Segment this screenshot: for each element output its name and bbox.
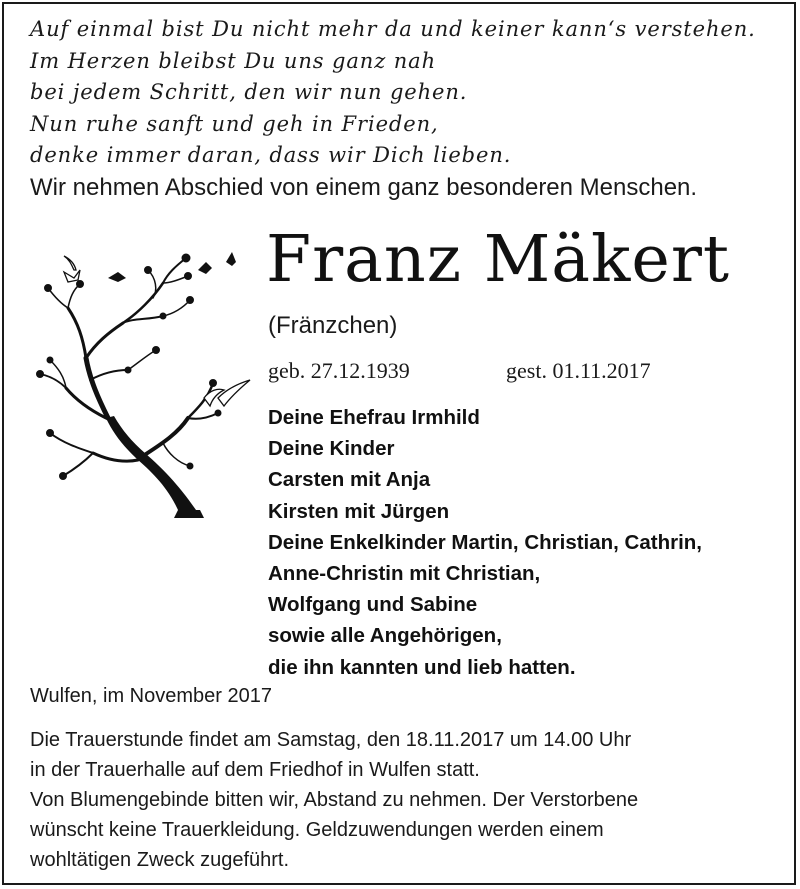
- poem: [30, 14, 790, 172]
- mourner-line: Carsten mit Anja: [268, 468, 431, 492]
- deceased-name: Franz Mäkert: [266, 222, 731, 297]
- mourner-line: Deine Kinder: [268, 437, 395, 461]
- notice-line: Von Blumengebinde bitten wir, Abstand zu nehmen. Der Verstorbene: [30, 789, 639, 811]
- mourner-line: Wolfgang und Sabine: [268, 593, 478, 617]
- death-date: gest. 01.11.2017: [506, 358, 651, 383]
- poem-line: Auf einmal bist Du nicht mehr da und keiner kann‘s verstehen.: [30, 17, 756, 41]
- mourner-line: Deine Ehefrau Irmhild: [268, 406, 480, 429]
- notice-line: wünscht keine Trauerkleidung. Geldzuwendungen werden einem: [30, 819, 604, 841]
- poem-line: denke immer daran, dass wir Dich lieben.: [30, 143, 512, 167]
- mourner-line: die ihn kannten und lieb hatten.: [268, 655, 576, 679]
- mourner-line: sowie alle Angehörigen,: [268, 624, 502, 648]
- funeral-notice: [30, 725, 790, 875]
- poem-line: Im Herzen bleibst Du uns ganz nah: [30, 48, 437, 73]
- notice-line: wohltätigen Zweck zugeführt.: [30, 849, 290, 871]
- deceased-nickname: (Fränzchen): [268, 312, 398, 339]
- birth-date: geb. 27.12.1939: [268, 358, 410, 383]
- mourners-list: [268, 402, 793, 683]
- mourner-line: Deine Enkelkinder Martin, Christian, Cathrin,: [268, 530, 703, 554]
- notice-line: Die Trauerstunde findet am Samstag, den 18.11.2017 um 14.00 Uhr: [30, 729, 632, 751]
- mourner-line: Anne-Christin mit Christian,: [268, 562, 541, 586]
- tree-with-birds-icon: [28, 248, 253, 528]
- life-dates: [268, 355, 651, 387]
- poem-line: Nun ruhe sanft und geh in Frieden,: [30, 111, 439, 136]
- poem-line: bei jedem Schritt, den wir nun gehen.: [30, 80, 468, 104]
- mourner-line: Kirsten mit Jürgen: [268, 499, 450, 523]
- notice-line: in der Trauerhalle auf dem Friedhof in Wulfen statt.: [30, 759, 480, 781]
- place-date: Wulfen, im November 2017: [30, 685, 272, 707]
- intro-text: Wir nehmen Abschied von einem ganz besonderen Menschen.: [30, 174, 698, 201]
